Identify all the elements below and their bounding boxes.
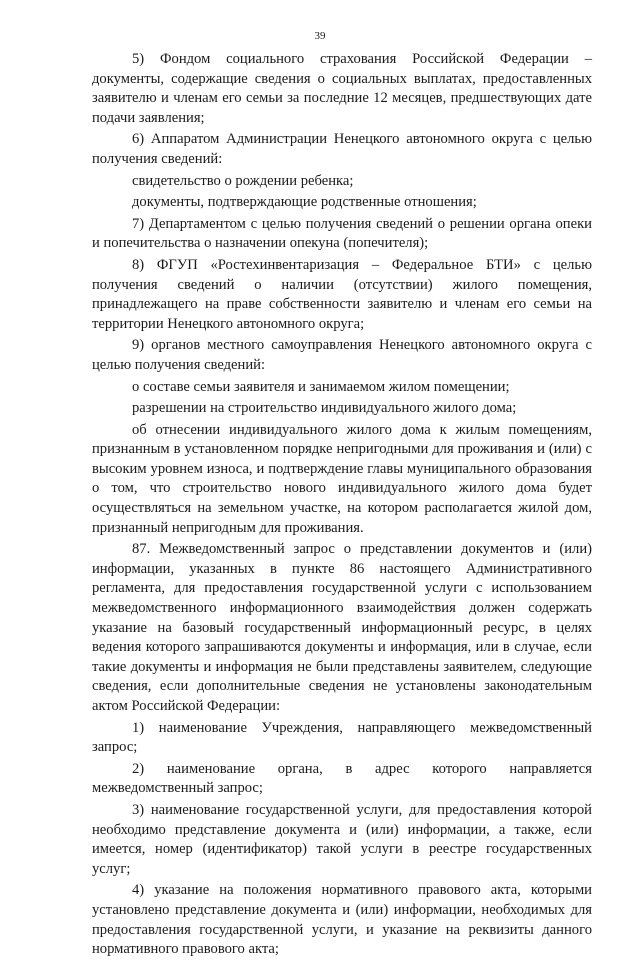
paragraph-clause-87: 87. Межведомственный запрос о представлении документов и (или) информации, указанных в пункте 86 настоящего Административного регламента, для предоставления государственной услуги с использованием межведомственного информационного взаимодействия должен содержать указание на базовый государственный информационный ресурс, в целях ведения которого запрашиваются документы и информация, или в случае, если такие документы и информация не были представлены заявителем, следующие сведения, если дополнительные сведения не установлены законодательным актом Российской Федерации: xyxy=(92,541,592,714)
paragraph-item-6: 6) Аппаратом Администрации Ненецкого автономного округа с целью получения сведений: xyxy=(92,131,592,167)
paragraph-subitem: разрешении на строительство индивидуального жилого дома; xyxy=(132,400,517,417)
paragraph-item-7: 7) Департаментом с целью получения сведений о решении органа опеки и попечительства о назначении опекуна (попечителя); xyxy=(92,215,592,252)
paragraph-subitem-2: 2) наименование органа, в адрес которого направляется межведомственный запрос; xyxy=(92,760,592,797)
paragraph-subitem-1: 1) наименование Учреждения, направляющего межведомственный запрос; xyxy=(92,719,592,756)
page-number: 39 xyxy=(314,30,326,42)
paragraph-item-8: 8) ФГУП «Ростехинвентаризация – Федеральное БТИ» с целью получения сведений о наличии (отсутствии) жилого помещения, принадлежащего на праве собственности заявителю и членам его семьи на территории Ненецкого автономного округа; xyxy=(92,256,592,332)
paragraph-item-5: 5) Фондом социального страхования Российской Федерации – документы, содержащие сведения о социальных выплатах, предоставленных заявителю и членам его семьи за последние 12 месяцев, предшествующих дате подачи заявления; xyxy=(92,51,592,126)
paragraph-subitem: свидетельство о рождении ребенка; xyxy=(132,172,354,189)
paragraph-subitem: о составе семьи заявителя и занимаемом жилом помещении; xyxy=(132,378,510,395)
paragraph-subitem-3: 3) наименование государственной услуги, для предоставления которой необходимо представление документа и (или) информации, а также, если имеется, номер (идентификатор) такой услуги в реестре государственных услуг; xyxy=(92,801,592,877)
paragraph-subitem-4: 4) указание на положения нормативного правового акта, которыми установлено представление документа и (или) информации, необходимых для предоставления государственной услуги, и указание на реквизиты данного нормативного правового акта; xyxy=(92,882,592,958)
paragraph-item-9: 9) органов местного самоуправления Ненецкого автономного округа с целью получения сведений: xyxy=(92,337,592,373)
document-body xyxy=(92,50,592,962)
paragraph-subitem: об отнесении индивидуального жилого дома к жилым помещениям, признанным в установленном порядке непригодными для проживания и (или) с высоким уровнем износа, и подтверждение главы муниципального образования о том, что строительство нового индивидуального жилого дома будет осуществляться на земельном участке, на котором располагается жилой дом, признанный непригодным для проживания. xyxy=(92,421,592,536)
paragraph-subitem: документы, подтверждающие родственные отношения; xyxy=(132,194,477,211)
